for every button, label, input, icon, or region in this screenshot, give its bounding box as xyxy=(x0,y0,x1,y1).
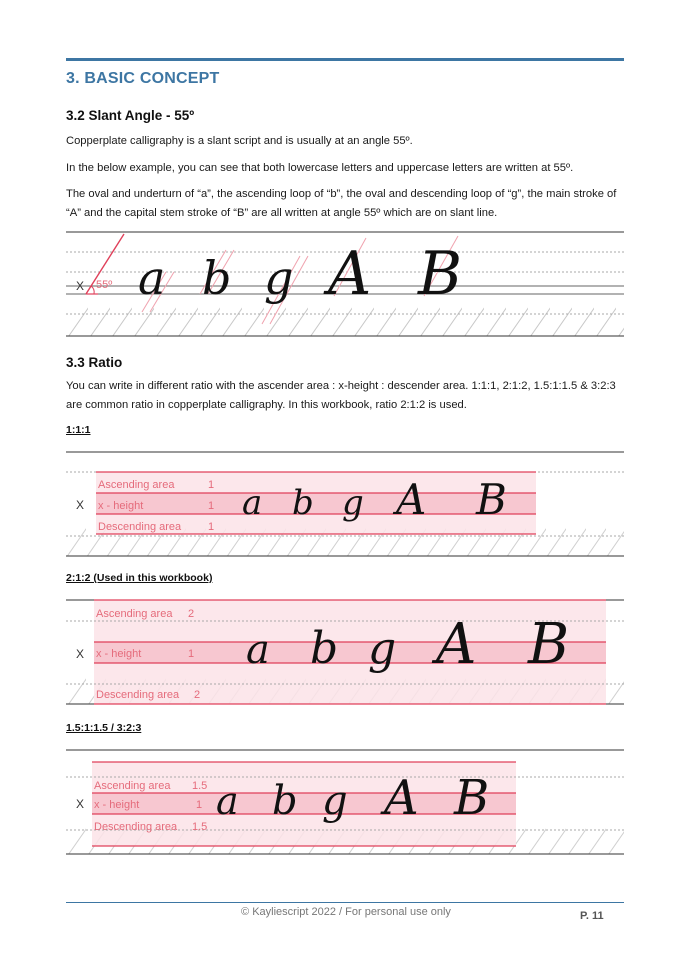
ratio-15-desc-label: Descending area xyxy=(94,821,178,833)
ratio-15-letter-g: g xyxy=(322,778,348,824)
ratio-111-letter-B: B xyxy=(476,475,507,524)
ratio-111-letter-A: A xyxy=(396,475,427,524)
slant-diagram xyxy=(66,228,624,340)
ratio-111-diagram xyxy=(66,448,624,558)
top-rule xyxy=(66,58,624,61)
ratio-111-asc-label: Ascending area xyxy=(98,479,175,491)
ratio-111-x-label: x - height xyxy=(98,500,144,512)
ratio-212-letter-A: A xyxy=(436,612,477,677)
ratio-212-x-label: x - height xyxy=(96,648,142,660)
ratio-111-letter-g: g xyxy=(342,483,364,523)
ratio-212-letter-g: g xyxy=(368,623,397,674)
ratio-15-x-value: 1 xyxy=(196,799,203,811)
ratio-15-letter-B: B xyxy=(454,770,490,826)
ratio-15-letter-A: A xyxy=(384,770,419,826)
slant-letter-B: B xyxy=(418,239,463,309)
ratio-212-x: X xyxy=(76,647,85,661)
ratio-15-asc-value: 1.5 xyxy=(192,780,208,792)
slant-paragraph-3: The oval and underturn of “a”, the ascending loop of “b”, the oval and descending loop of “g”, the main stroke of “A” and the capital stem stroke of “B” are all written at angle 55º which are on slant line. xyxy=(66,188,617,219)
page-number: P. 11 xyxy=(580,910,604,922)
slant-letter-a: a xyxy=(138,251,166,305)
ratio-heading: 3.3 Ratio xyxy=(66,355,123,370)
ratio-212-letter-a: a xyxy=(246,627,270,673)
ratio-212-title: 2:1:2 (Used in this workbook) xyxy=(66,572,213,584)
ratio-15-asc-label: Ascending area xyxy=(94,780,171,792)
ratio-212-desc-label: Descending area xyxy=(96,689,180,701)
ratio-212-asc-label: Ascending area xyxy=(96,608,173,620)
ratio-15-x: X xyxy=(76,797,85,811)
ratio-111-letter-b: b xyxy=(292,483,314,523)
ratio-212-asc-value: 2 xyxy=(188,608,195,620)
footer-rule xyxy=(66,902,624,903)
slant-x-label: X xyxy=(76,279,85,293)
slant-letter-b: b xyxy=(202,251,232,305)
section-title: 3. BASIC CONCEPT xyxy=(66,70,220,87)
ratio-212-x-value: 1 xyxy=(188,648,195,660)
ratio-15-diagram xyxy=(66,746,624,858)
footer-copyright: © Kayliescript 2022 / For personal use only xyxy=(241,906,451,918)
ratio-15-title: 1.5:1:1.5 / 3:2:3 xyxy=(66,722,142,734)
ratio-212-letter-b: b xyxy=(310,623,339,674)
ratio-15-letter-a: a xyxy=(216,779,239,823)
ratio-111-x: X xyxy=(76,498,85,512)
ratio-111-letter-a: a xyxy=(242,483,263,523)
ratio-15-x-label: x - height xyxy=(94,799,140,811)
slant-heading: 3.2 Slant Angle - 55º xyxy=(66,108,195,123)
ratio-15-letter-b: b xyxy=(272,778,298,824)
ratio-212-diagram xyxy=(66,596,624,708)
slant-paragraph-1: Copperplate calligraphy is a slant script and is usually at an angle 55º. xyxy=(66,135,413,147)
slant-letter-A: A xyxy=(328,239,372,309)
ratio-111-desc-label: Descending area xyxy=(98,521,182,533)
ratio-111-x-value: 1 xyxy=(208,500,215,512)
slant-paragraph-2: In the below example, you can see that both lowercase letters and uppercase letters are written at 55º. xyxy=(66,162,574,174)
ratio-212-letter-B: B xyxy=(528,612,570,677)
ratio-111-asc-value: 1 xyxy=(208,479,215,491)
ratio-212-desc-value: 2 xyxy=(194,689,201,701)
ratio-111-title: 1:1:1 xyxy=(66,424,91,436)
ratio-paragraph: You can write in different ratio with the ascender area : x-height : descender area. 1:1:1, 2:1:2, 1.5:1:1.5 & 3:2:3 are common ratio in copperplate calligraphy. In this workbook, ratio 2:1:2 is used. xyxy=(66,380,616,411)
slant-letter-g: g xyxy=(264,251,294,305)
ratio-15-desc-value: 1.5 xyxy=(192,821,208,833)
ratio-111-desc-value: 1 xyxy=(208,521,215,533)
angle-label: 55º xyxy=(96,279,113,291)
